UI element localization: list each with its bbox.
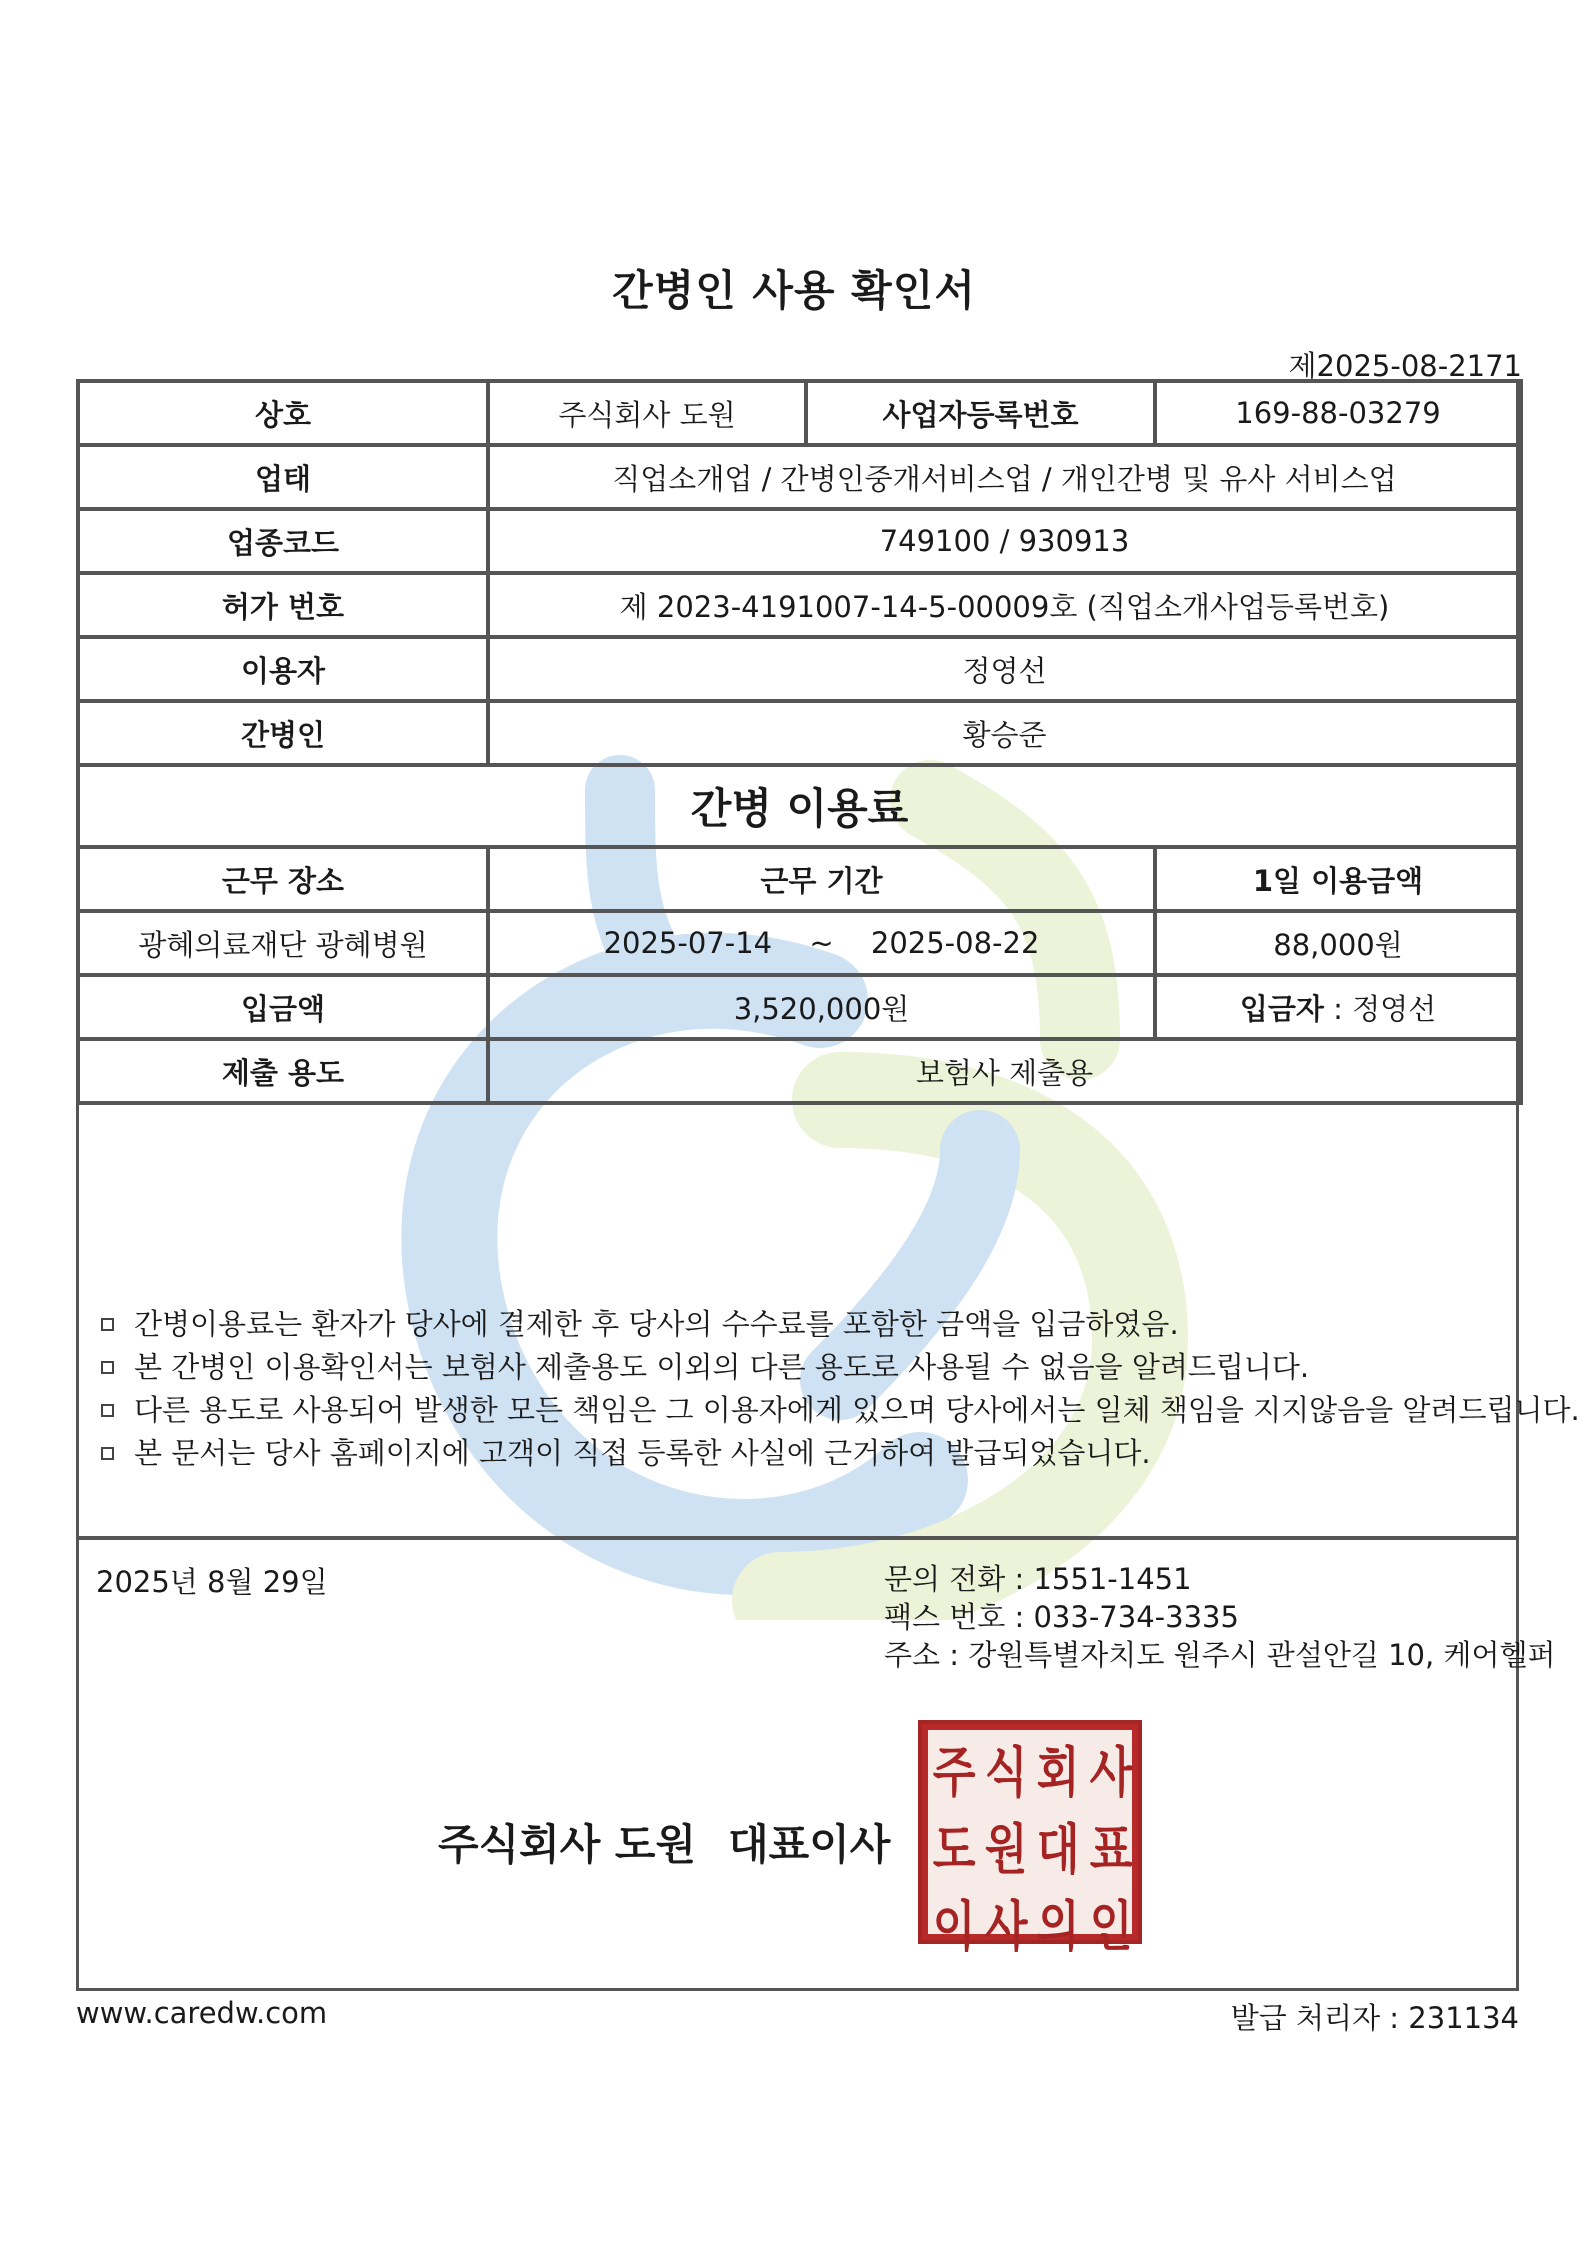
seal-char: 회 xyxy=(1037,1741,1080,1804)
work-place-value: 광혜의료재단 광혜병원 xyxy=(78,911,488,975)
contact-phone: 문의 전화 : 1551-1451 xyxy=(884,1562,1192,1596)
seal-char: 이 xyxy=(932,1895,976,1958)
list-item xyxy=(101,1346,1580,1389)
document-title: 간병인 사용 확인서 xyxy=(612,266,976,315)
note-text: 본 문서는 당사 홈페이지에 고객이 직접 등록한 사실에 근거하여 발급되었습니다. xyxy=(134,1436,1151,1470)
square-bullet-icon xyxy=(101,1318,114,1331)
signature-title: 대표이사 xyxy=(728,1820,891,1869)
notes-section xyxy=(79,1195,1580,1540)
note-text: 다른 용도로 사용되어 발생한 모든 책임은 그 이용자에게 있으며 당사에서는 일체 책임을 지지않음을 알려드립니다. xyxy=(134,1393,1580,1427)
company-value: 주식회사 도원 xyxy=(488,381,806,445)
notes-list xyxy=(101,1303,1580,1475)
list-item xyxy=(101,1432,1580,1475)
table-row xyxy=(78,381,1521,445)
list-item xyxy=(101,1389,1580,1432)
bizreg-value: 169-88-03279 xyxy=(1155,381,1521,445)
table-row xyxy=(78,637,1521,701)
contact-fax: 팩스 번호 : 033-734-3335 xyxy=(884,1600,1239,1634)
daily-fee-label: 1일 이용금액 xyxy=(1155,847,1521,911)
user-label: 이용자 xyxy=(78,637,488,701)
company-label: 상호 xyxy=(78,381,488,445)
depositor-label: 입금자 xyxy=(1239,991,1324,1026)
note-text: 간병이용료는 환자가 당사에 결제한 후 당사의 수수료를 포함한 금액을 입금하였음. xyxy=(134,1307,1179,1341)
license-value: 제 2023-4191007-14-5-00009호 (직업소개사업등록번호) xyxy=(488,573,1521,637)
contact-info xyxy=(884,1560,1555,1674)
seal-char: 대 xyxy=(1037,1818,1080,1881)
depositor-value: 정영선 xyxy=(1352,991,1437,1026)
contact-address: 주소 : 강원특별자치도 원주시 관설안길 10, 케어헬퍼 xyxy=(884,1638,1556,1672)
square-bullet-icon xyxy=(101,1361,114,1374)
seal-char: 식 xyxy=(984,1741,1028,1804)
signature-line xyxy=(438,1812,890,1872)
document-number: 제2025-08-2171 xyxy=(1288,349,1522,383)
work-place-label: 근무 장소 xyxy=(78,847,488,911)
period-start: 2025-07-14 xyxy=(603,926,773,960)
table-row xyxy=(78,509,1521,573)
seal-char: 표 xyxy=(1089,1818,1132,1881)
company-seal-stamp-icon xyxy=(918,1720,1142,1958)
period-end: 2025-08-22 xyxy=(870,926,1040,960)
table-row xyxy=(78,1039,1521,1103)
work-period-label: 근무 기간 xyxy=(488,847,1155,911)
square-bullet-icon xyxy=(101,1447,114,1460)
work-period-value xyxy=(488,911,1155,975)
issue-date: 2025년 8월 29일 xyxy=(96,1565,328,1599)
period-separator: ~ xyxy=(809,926,834,960)
list-item xyxy=(101,1303,1580,1346)
daily-fee-value: 88,000원 xyxy=(1155,911,1521,975)
seal-char: 사 xyxy=(984,1895,1028,1958)
purpose-label: 제출 용도 xyxy=(78,1039,488,1103)
note-text: 본 간병인 이용확인서는 보험사 제출용도 이외의 다른 용도로 사용될 수 없음을 알려드립니다. xyxy=(134,1350,1310,1384)
industry-code-label: 업종코드 xyxy=(78,509,488,573)
info-table xyxy=(76,379,1523,1105)
website-link[interactable]: www.caredw.com xyxy=(76,1996,328,2030)
table-row xyxy=(78,701,1521,765)
seal-char: 도 xyxy=(932,1818,976,1881)
deposit-label: 입금액 xyxy=(78,975,488,1039)
table-row xyxy=(78,911,1521,975)
seal-char: 인 xyxy=(1089,1895,1132,1958)
table-row xyxy=(78,573,1521,637)
bizreg-label: 사업자등록번호 xyxy=(806,381,1155,445)
caregiver-label: 간병인 xyxy=(78,701,488,765)
signature-company: 주식회사 도원 xyxy=(438,1820,697,1869)
user-value: 정영선 xyxy=(488,637,1521,701)
seal-characters xyxy=(928,1730,1132,1958)
square-bullet-icon xyxy=(101,1404,114,1417)
table-row xyxy=(78,847,1521,911)
purpose-value: 보험사 제출용 xyxy=(488,1039,1521,1103)
table-row xyxy=(78,445,1521,509)
seal-char: 사 xyxy=(1089,1741,1132,1804)
business-type-label: 업태 xyxy=(78,445,488,509)
industry-code-value: 749100 / 930913 xyxy=(488,509,1521,573)
caregiver-value: 황승준 xyxy=(488,701,1521,765)
seal-char: 원 xyxy=(984,1818,1028,1881)
table-row xyxy=(78,975,1521,1039)
license-label: 허가 번호 xyxy=(78,573,488,637)
depositor-cell xyxy=(1155,975,1521,1039)
depositor-separator: : xyxy=(1323,991,1353,1026)
issuer-id: 발급 처리자 : 231134 xyxy=(1230,2001,1519,2035)
table-row xyxy=(78,765,1521,847)
seal-char: 의 xyxy=(1037,1895,1080,1958)
fee-section-title: 간병 이용료 xyxy=(78,765,1521,847)
business-type-value: 직업소개업 / 간병인중개서비스업 / 개인간병 및 유사 서비스업 xyxy=(488,445,1521,509)
seal-char: 주 xyxy=(932,1741,976,1804)
deposit-value: 3,520,000원 xyxy=(488,975,1155,1039)
